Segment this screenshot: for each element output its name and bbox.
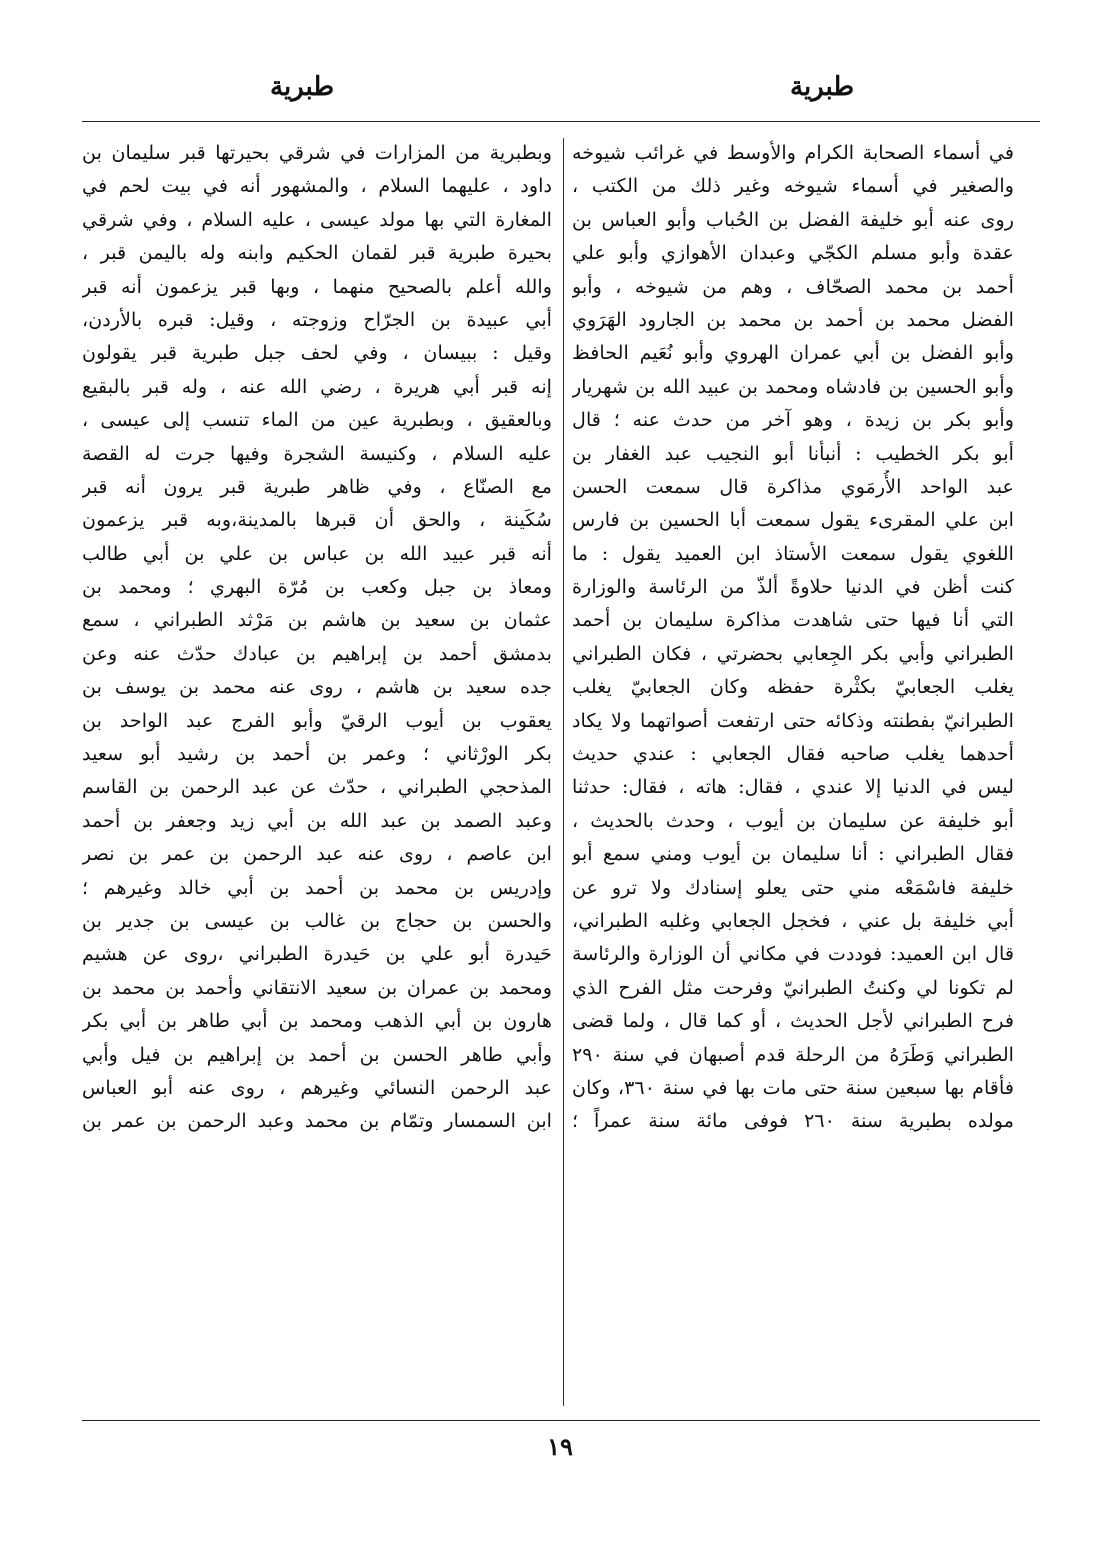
- text-line: والصغير في أسماء شيوخه وغير ذلك من الكتب ،: [572, 174, 1014, 198]
- text-line: أبي عبيدة بن الجرّاح وزوجته ، وقيل: قبره بالأردن،: [82, 307, 552, 331]
- text-line: وقيل : ببيسان ، وفي لحف جبل طبرية قبر يقولون: [82, 341, 552, 365]
- text-line: أبو خليفة عن سليمان بن أيوب ، وحدث بالحديث ،: [572, 808, 1014, 832]
- text-line: والحسن بن حجاج بن غالب بن عيسى بن جدير بن: [82, 908, 552, 932]
- text-line: يعقوب بن أيوب الرقيّ وأبو الفرج عبد الواحد بن: [82, 708, 552, 732]
- left-text-column: [82, 136, 552, 1138]
- text-line: عبد الواحد الأُرمَوي مذاكرة قال سمعت الحسن: [572, 474, 1014, 498]
- text-line: الطبراني وأبي بكر الجِعابي بحضرتي ، فكان الطبراني: [572, 641, 1014, 665]
- text-line: يغلب الجعابيّ بكثْرة حفظه وكان الجعابيّ يغلب: [572, 675, 1014, 699]
- text-line: وإدريس بن محمد بن أحمد بن أبي خالد وغيرهم ؛: [82, 875, 552, 899]
- text-line: عثمان بن سعيد بن هاشم بن مَرْثد الطبراني ، سمع: [82, 608, 552, 632]
- text-line: الطبراني وَطَرَهُ من الرحلة قدم أصبهان في سنة ٢٩٠: [572, 1042, 1014, 1066]
- text-line: بدمشق أحمد بن إبراهيم بن عبادك حدّث عنه وعن: [82, 641, 552, 665]
- footer-rule: [82, 1420, 1040, 1421]
- text-line: لم تكونا لي وكنتُ الطبرانيّ وفرحت مثل الفرح الذي: [572, 975, 1014, 999]
- text-line: قال ابن العميد: فوددت في مكاني أن الوزارة والرئاسة: [572, 942, 1014, 966]
- column-divider: [563, 138, 564, 1406]
- text-line: داود ، عليهما السلام ، والمشهور أنه في بيت لحم في: [82, 174, 552, 198]
- text-line: جده سعيد بن هاشم ، روى عنه محمد بن يوسف بن: [82, 675, 552, 699]
- text-line: في أسماء الصحابة الكرام والأوسط في غرائب شيوخه: [572, 141, 1014, 164]
- text-line: عقدة وأبو مسلم الكجّي وعبدان الأهوازي وأبو علي: [572, 241, 1014, 265]
- page-number: ١٩: [547, 1432, 573, 1461]
- text-line: مولده بطبرية سنة ٢٦٠ فوفى مائة سنة عمراً ؛: [572, 1109, 1014, 1133]
- text-line: الفضل محمد بن أحمد بن محمد بن الجارود الهَرَوي: [572, 307, 1014, 331]
- text-line: خليفة فاسْمَعْه مني حتى يعلو إسنادك ولا ترو عن: [572, 875, 1014, 899]
- text-line: الطبرانيّ بفطنته وذكائه حتى ارتفعت أصواتهما ولا يكاد: [572, 708, 1014, 732]
- text-line: أبي خليفة بل عني ، فخجل الجعابي وغلبه الطبراني،: [572, 908, 1014, 932]
- text-line: سُكَينة ، والحق أن قبرها بالمدينة،وبه قبر يزعمون: [82, 508, 552, 532]
- text-line: أحدهما يغلب صاحبه فقال الجعابي : عندي حديث: [572, 742, 1014, 766]
- text-line: ابن علي المقرىء يقول سمعت أبا الحسين بن فارس: [572, 508, 1014, 532]
- text-line: فقال الطبراني : أنا سليمان بن أيوب ومني سمع أبو: [572, 842, 1014, 866]
- text-line: المذحجي الطبراني ، حدّث عن عبد الرحمن بن القاسم: [82, 775, 552, 799]
- text-line: فأقام بها سبعين سنة حتى مات بها في سنة ٣٦٠، وكان: [572, 1075, 1014, 1099]
- page-header-title-left: طبرية: [270, 72, 335, 102]
- right-text-column: [572, 136, 1014, 1138]
- text-line: فرح الطبراني لأجل الحديث ، أو كما قال ، ولما قضى: [572, 1009, 1014, 1033]
- text-line: بحيرة طبرية قبر لقمان الحكيم وابنه وله باليمن قبر ،: [82, 241, 552, 265]
- text-line: وأبي طاهر الحسن بن أحمد بن إبراهيم بن فيل وأبي: [82, 1042, 552, 1066]
- text-line: التي أنا فيها حتى شاهدت مذاكرة سليمان بن أحمد: [572, 608, 1014, 632]
- text-line: روى عنه أبو خليفة الفضل بن الحُباب وأبو العباس بن: [572, 207, 1014, 231]
- text-line: والله أعلم بالصحيح منهما ، وبها قبر يزعمون أنه قبر: [82, 274, 552, 298]
- text-line: كنت أظن في الدنيا حلاوةً ألذّ من الرئاسة والوزارة: [572, 575, 1014, 599]
- text-line: ومعاذ بن جبل وكعب بن مُرّة البهري ؛ ومحمد بن: [82, 575, 552, 599]
- text-line: ابن السمسار وتمّام بن محمد وعبد الرحمن بن عمر بن: [82, 1109, 552, 1133]
- text-line: مع الصنّاع ، وفي ظاهر طبرية قبر يرون أنه قبر: [82, 474, 552, 498]
- text-line: حَيدرة أبو علي بن حَيدرة الطبراني ،روى عن هشيم: [82, 942, 552, 966]
- text-line: وأبو بكر بن زيدة ، وهو آخر من حدث عنه ؛ قال: [572, 408, 1014, 432]
- text-line: وبالعقيق ، وبطبرية عين من الماء تنسب إلى عيسى ،: [82, 408, 552, 432]
- page-header-title-right: طبرية: [790, 72, 855, 102]
- text-line: ليس في الدنيا إلا عندي ، فقال: هاته ، فقال: حدثنا: [572, 775, 1014, 799]
- text-line: وبطبرية من المزارات في شرقي بحيرتها قبر سليمان بن: [82, 141, 552, 164]
- text-line: وأبو الفضل بن أبي عمران الهروي وأبو نُعَيم الحافظ: [572, 341, 1014, 365]
- text-line: عبد الرحمن النسائي وغيرهم ، روى عنه أبو العباس: [82, 1075, 552, 1099]
- text-line: ومحمد بن عمران بن سعيد الانتقاني وأحمد بن محمد بن: [82, 975, 552, 999]
- text-line: وأبو الحسين بن فادشاه ومحمد بن عبيد الله بن شهريار: [572, 374, 1014, 398]
- text-line: أبو بكر الخطيب : أنبأنا أبو النجيب عبد الغفار بن: [572, 441, 1014, 465]
- header-rule: [82, 121, 1040, 122]
- text-line: ابن عاصم ، روى عنه عبد الرحمن بن عمر بن نصر: [82, 842, 552, 866]
- text-line: إنه قبر أبي هريرة ، رضي الله عنه ، وله قبر بالبقيع: [82, 374, 552, 398]
- text-line: عليه السلام ، وكنيسة الشجرة وفيها جرت له القصة: [82, 441, 552, 465]
- text-line: اللغوي يقول سمعت الأستاذ ابن العميد يقول : ما: [572, 541, 1014, 565]
- text-line: بكر الورْثاني ؛ وعمر بن أحمد بن رشيد أبو سعيد: [82, 742, 552, 766]
- text-line: هارون بن أبي الذهب ومحمد بن أبي طاهر بن أبي بكر: [82, 1009, 552, 1033]
- text-line: أحمد بن محمد الصحّاف ، وهم من شيوخه ، وأبو: [572, 274, 1014, 298]
- text-line: وعبد الصمد بن عبد الله بن أبي زيد وجعفر بن أحمد: [82, 808, 552, 832]
- text-line: أنه قبر عبيد الله بن عباس بن علي بن أبي طالب: [82, 541, 552, 565]
- text-line: المغارة التي بها مولد عيسى ، عليه السلام ، وفي شرقي: [82, 207, 552, 231]
